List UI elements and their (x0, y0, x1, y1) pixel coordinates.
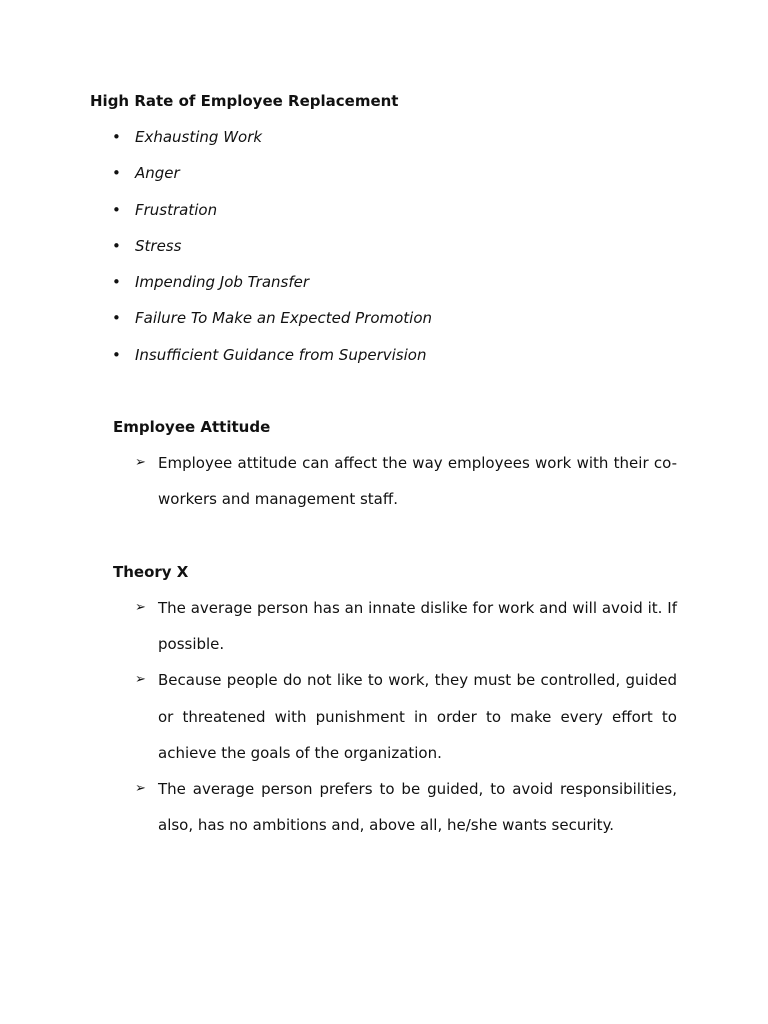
arrow-bullet-icon: ➢ (135, 600, 146, 615)
list-item (135, 445, 677, 517)
arrow-bullet-icon: ➢ (135, 781, 146, 797)
bullet-icon: • (112, 309, 121, 328)
bullet-icon: • (112, 164, 121, 183)
bullet-icon: • (112, 273, 121, 292)
list-item (135, 590, 677, 662)
list-item-text: Failure To Make an Expected Promotion (135, 309, 433, 328)
list-item-text: Insufficient Guidance from Supervision (135, 345, 427, 364)
list-item-text: Employee attitude can affect the way employees work with their co-workers and management staff. (158, 454, 677, 509)
heading-employee-attitude: Employee Attitude (113, 418, 271, 436)
theory-x-points-list (135, 590, 677, 843)
list-item (135, 662, 677, 771)
heading-theory-x: Theory X (113, 563, 189, 581)
bullet-icon: • (112, 200, 121, 219)
list-item-text: The average person has an innate dislike for work and will avoid it. If possible. (158, 599, 677, 654)
arrow-bullet-icon: ➢ (135, 455, 146, 470)
bullet-icon: • (112, 128, 121, 146)
attitude-points-list (135, 445, 677, 517)
list-item-text: The average person prefers to be guided, to avoid responsibilities, also, has no ambitions and, above all, he/she wants security. (158, 780, 677, 835)
list-item (135, 771, 677, 843)
bullet-icon: • (112, 345, 121, 364)
list-item-text: Impending Job Transfer (135, 273, 310, 292)
list-item-text: Exhausting Work (135, 128, 263, 146)
list-item-text: Anger (135, 164, 180, 183)
list-item-text: Because people do not like to work, they must be controlled, guided or threatened with punishment in order to make every effort to achieve the goals of the organization. (158, 671, 677, 762)
arrow-bullet-icon: ➢ (135, 672, 146, 688)
list-item-text: Stress (135, 236, 182, 255)
heading-employee-replacement: High Rate of Employee Replacement (90, 92, 399, 110)
bullet-icon: • (112, 236, 121, 255)
list-item-text: Frustration (135, 200, 218, 219)
